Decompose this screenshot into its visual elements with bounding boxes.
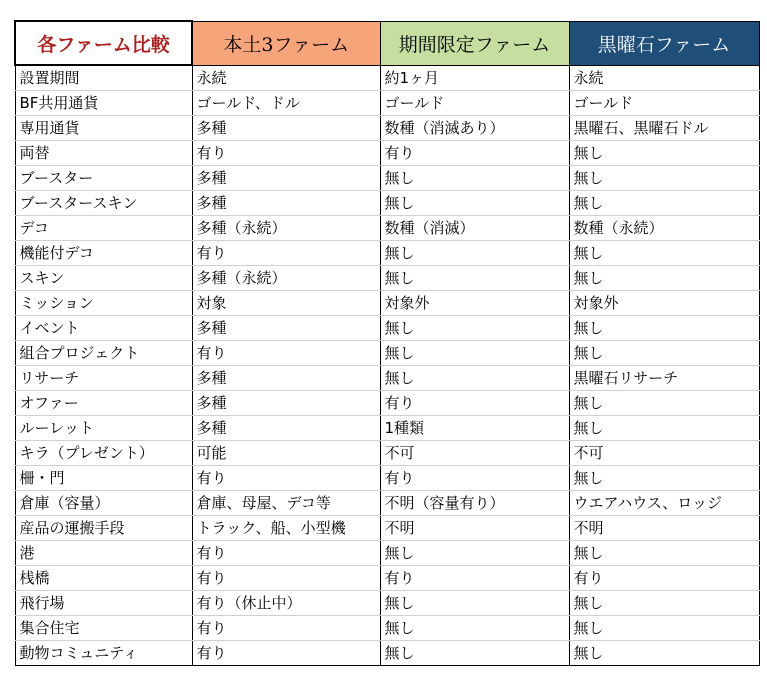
- row-label: ブースター: [15, 166, 192, 191]
- limited-time-farm-cell: 無し: [380, 266, 569, 291]
- row-label: 専用通貨: [15, 116, 192, 141]
- row-label: 倉庫（容量）: [15, 491, 192, 516]
- mainland-farms-cell: 有り（休止中）: [192, 591, 380, 616]
- obsidian-farm-cell: 無し: [569, 466, 759, 491]
- header-limited-time-farm: 期間限定ファーム: [380, 21, 569, 65]
- mainland-farms-cell: 多種: [192, 366, 380, 391]
- table-row: [15, 341, 759, 366]
- row-label: オファー: [15, 391, 192, 416]
- table-row: [15, 291, 759, 316]
- mainland-farms-cell: 多種: [192, 316, 380, 341]
- obsidian-farm-cell: 対象外: [569, 291, 759, 316]
- mainland-farms-cell: 多種: [192, 191, 380, 216]
- obsidian-farm-cell: 無し: [569, 391, 759, 416]
- table-row: [15, 241, 759, 266]
- mainland-farms-cell: 多種（永続）: [192, 216, 380, 241]
- table-row: [15, 166, 759, 191]
- table-row: [15, 366, 759, 391]
- row-label: ミッション: [15, 291, 192, 316]
- header-comparison-title: 各ファーム比較: [15, 21, 192, 65]
- limited-time-farm-cell: 無し: [380, 591, 569, 616]
- obsidian-farm-cell: 黒曜石リサーチ: [569, 366, 759, 391]
- obsidian-farm-cell: 無し: [569, 266, 759, 291]
- mainland-farms-cell: 有り: [192, 466, 380, 491]
- row-label: リサーチ: [15, 366, 192, 391]
- comparison-table-container: [14, 20, 760, 666]
- table-row: [15, 441, 759, 466]
- obsidian-farm-cell: 無し: [569, 591, 759, 616]
- mainland-farms-cell: 多種（永続）: [192, 266, 380, 291]
- obsidian-farm-cell: ウエアハウス、ロッジ: [569, 491, 759, 516]
- mainland-farms-cell: 可能: [192, 441, 380, 466]
- mainland-farms-cell: 倉庫、母屋、デコ等: [192, 491, 380, 516]
- obsidian-farm-cell: 無し: [569, 616, 759, 641]
- header-row: [15, 21, 759, 65]
- table-row: [15, 316, 759, 341]
- limited-time-farm-cell: 無し: [380, 616, 569, 641]
- mainland-farms-cell: 有り: [192, 241, 380, 266]
- mainland-farms-cell: 対象: [192, 291, 380, 316]
- mainland-farms-cell: 多種: [192, 416, 380, 441]
- table-row: [15, 65, 759, 91]
- table-row: [15, 191, 759, 216]
- table-row: [15, 216, 759, 241]
- row-label: 桟橋: [15, 566, 192, 591]
- row-label: 動物コミュニティ: [15, 641, 192, 666]
- limited-time-farm-cell: 無し: [380, 541, 569, 566]
- mainland-farms-cell: 有り: [192, 141, 380, 166]
- limited-time-farm-cell: 有り: [380, 391, 569, 416]
- limited-time-farm-cell: 不明: [380, 516, 569, 541]
- row-label: 柵・門: [15, 466, 192, 491]
- limited-time-farm-cell: 数種（消滅）: [380, 216, 569, 241]
- limited-time-farm-cell: 約1ヶ月: [380, 65, 569, 91]
- table-row: [15, 516, 759, 541]
- table-row: [15, 416, 759, 441]
- obsidian-farm-cell: 無し: [569, 541, 759, 566]
- obsidian-farm-cell: 無し: [569, 191, 759, 216]
- obsidian-farm-cell: 永続: [569, 65, 759, 91]
- limited-time-farm-cell: 対象外: [380, 291, 569, 316]
- row-label: スキン: [15, 266, 192, 291]
- mainland-farms-cell: 永続: [192, 65, 380, 91]
- limited-time-farm-cell: 不可: [380, 441, 569, 466]
- table-row: [15, 141, 759, 166]
- header-obsidian-farm: 黒曜石ファーム: [569, 21, 759, 65]
- table-row: [15, 591, 759, 616]
- limited-time-farm-cell: 不明（容量有り）: [380, 491, 569, 516]
- obsidian-farm-cell: 無し: [569, 316, 759, 341]
- table-row: [15, 116, 759, 141]
- mainland-farms-cell: 多種: [192, 166, 380, 191]
- obsidian-farm-cell: ゴールド: [569, 91, 759, 116]
- table-row: [15, 391, 759, 416]
- obsidian-farm-cell: 不可: [569, 441, 759, 466]
- obsidian-farm-cell: 無し: [569, 341, 759, 366]
- limited-time-farm-cell: 有り: [380, 566, 569, 591]
- row-label: BF共用通貨: [15, 91, 192, 116]
- table-row: [15, 616, 759, 641]
- limited-time-farm-cell: 無し: [380, 341, 569, 366]
- obsidian-farm-cell: 無し: [569, 416, 759, 441]
- limited-time-farm-cell: 無し: [380, 641, 569, 666]
- row-label: イベント: [15, 316, 192, 341]
- table-row: [15, 491, 759, 516]
- limited-time-farm-cell: 無し: [380, 366, 569, 391]
- obsidian-farm-cell: 黒曜石、黒曜石ドル: [569, 116, 759, 141]
- mainland-farms-cell: 多種: [192, 391, 380, 416]
- obsidian-farm-cell: 有り: [569, 566, 759, 591]
- mainland-farms-cell: 有り: [192, 641, 380, 666]
- farm-comparison-table: [14, 20, 760, 666]
- table-row: [15, 641, 759, 666]
- mainland-farms-cell: 多種: [192, 116, 380, 141]
- row-label: 組合プロジェクト: [15, 341, 192, 366]
- table-row: [15, 566, 759, 591]
- limited-time-farm-cell: 無し: [380, 316, 569, 341]
- row-label: 集合住宅: [15, 616, 192, 641]
- row-label: キラ（プレゼント）: [15, 441, 192, 466]
- table-row: [15, 91, 759, 116]
- row-label: 両替: [15, 141, 192, 166]
- obsidian-farm-cell: 無し: [569, 141, 759, 166]
- row-label: ルーレット: [15, 416, 192, 441]
- row-label: デコ: [15, 216, 192, 241]
- row-label: 飛行場: [15, 591, 192, 616]
- header-mainland-farms: 本土3ファーム: [192, 21, 380, 65]
- limited-time-farm-cell: 有り: [380, 141, 569, 166]
- table-row: [15, 466, 759, 491]
- table-body: [15, 65, 759, 666]
- mainland-farms-cell: ゴールド、ドル: [192, 91, 380, 116]
- limited-time-farm-cell: 数種（消滅あり）: [380, 116, 569, 141]
- row-label: 機能付デコ: [15, 241, 192, 266]
- mainland-farms-cell: 有り: [192, 616, 380, 641]
- limited-time-farm-cell: 1種類: [380, 416, 569, 441]
- limited-time-farm-cell: ゴールド: [380, 91, 569, 116]
- limited-time-farm-cell: 無し: [380, 166, 569, 191]
- mainland-farms-cell: 有り: [192, 341, 380, 366]
- row-label: ブースタースキン: [15, 191, 192, 216]
- row-label: 港: [15, 541, 192, 566]
- limited-time-farm-cell: 無し: [380, 241, 569, 266]
- table-row: [15, 266, 759, 291]
- obsidian-farm-cell: 無し: [569, 241, 759, 266]
- obsidian-farm-cell: 無し: [569, 641, 759, 666]
- mainland-farms-cell: 有り: [192, 566, 380, 591]
- obsidian-farm-cell: 数種（永続）: [569, 216, 759, 241]
- row-label: 産品の運搬手段: [15, 516, 192, 541]
- table-row: [15, 541, 759, 566]
- obsidian-farm-cell: 無し: [569, 166, 759, 191]
- mainland-farms-cell: トラック、船、小型機: [192, 516, 380, 541]
- mainland-farms-cell: 有り: [192, 541, 380, 566]
- limited-time-farm-cell: 無し: [380, 191, 569, 216]
- limited-time-farm-cell: 有り: [380, 466, 569, 491]
- obsidian-farm-cell: 不明: [569, 516, 759, 541]
- row-label: 設置期間: [15, 65, 192, 91]
